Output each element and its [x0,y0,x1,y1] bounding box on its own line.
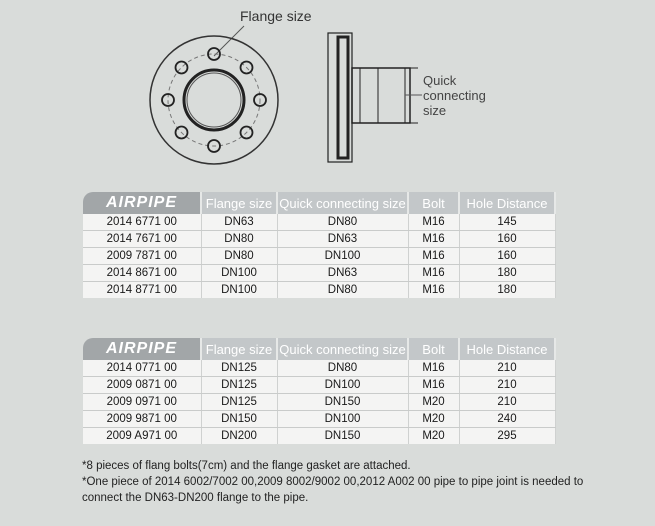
part-number-cell: 2009 A971 00 [83,428,201,445]
flange-size-cell: DN200 [201,428,277,445]
brand-header: AIRPIPE [83,338,201,360]
quick-label-line: Quick [423,73,457,88]
hole-distance-cell: 295 [459,428,555,445]
table-row [83,248,555,265]
footnote-bolts: *8 pieces of flang bolts(7cm) and the flange gasket are attached. [82,460,411,472]
flange-side-view [328,33,422,162]
table-row [83,265,555,282]
flange-size-label: Flange size [240,8,312,24]
bolt-cell: M20 [408,394,459,411]
table-row [83,428,555,445]
part-number-cell: 2009 0971 00 [83,394,201,411]
bolt-cell: M20 [408,411,459,428]
bolt-holes [162,48,266,152]
hole-distance-cell: 240 [459,411,555,428]
flange-size-cell: DN63 [201,214,277,231]
flange-size-header: Flange size [201,338,277,360]
hole-distance-cell: 180 [459,265,555,282]
quick-size-cell: DN63 [277,265,408,282]
table-row [83,377,555,394]
spec-table-1 [83,192,556,298]
footnote-joint-continued: connect the DN63-DN200 flange to the pipe. [82,492,309,504]
part-number-cell: 2014 7671 00 [83,231,201,248]
table-row [83,282,555,299]
hole-distance-cell: 160 [459,231,555,248]
bolt-cell: M16 [408,360,459,377]
flange-size-cell: DN100 [201,265,277,282]
flange-size-cell: DN80 [201,248,277,265]
part-number-cell: 2014 8771 00 [83,282,201,299]
quick-size-cell: DN80 [277,214,408,231]
flange-size-cell: DN80 [201,231,277,248]
quick-size-cell: DN80 [277,282,408,299]
quick-size-cell: DN100 [277,248,408,265]
quick-size-cell: DN150 [277,394,408,411]
quick-size-header: Quick connecting size [277,192,408,214]
quick-size-cell: DN80 [277,360,408,377]
bolt-cell: M16 [408,248,459,265]
table-row [83,214,555,231]
hole-distance-header: Hole Distance [459,338,555,360]
quick-size-header: Quick connecting size [277,338,408,360]
table-row [83,411,555,428]
bolt-cell: M20 [408,428,459,445]
hole-distance-cell: 145 [459,214,555,231]
hole-distance-cell: 160 [459,248,555,265]
flange-size-cell: DN100 [201,282,277,299]
bolt-cell: M16 [408,214,459,231]
hole-distance-cell: 210 [459,394,555,411]
table-row [83,394,555,411]
part-number-cell: 2014 6771 00 [83,214,201,231]
quick-size-cell: DN100 [277,411,408,428]
part-number-cell: 2014 8671 00 [83,265,201,282]
quick-size-cell: DN63 [277,231,408,248]
hole-distance-header: Hole Distance [459,192,555,214]
flange-diagram [0,0,655,180]
part-number-cell: 2009 0871 00 [83,377,201,394]
flange-front-view [150,36,278,164]
table-row [83,360,555,377]
bolt-header: Bolt [408,338,459,360]
quick-size-cell: DN100 [277,377,408,394]
quick-label-line: size [423,103,447,118]
hole-distance-cell: 210 [459,377,555,394]
hole-distance-cell: 210 [459,360,555,377]
quick-label-line: connecting [423,88,486,103]
bolt-header: Bolt [408,192,459,214]
footnotes [82,458,642,506]
table-row [83,231,555,248]
flange-size-cell: DN125 [201,360,277,377]
spec-table-2 [83,338,556,444]
quick-connecting-size-label [423,73,513,118]
flange-size-header: Flange size [201,192,277,214]
hole-distance-cell: 180 [459,282,555,299]
bolt-cell: M16 [408,265,459,282]
bolt-cell: M16 [408,377,459,394]
footnote-joint: *One piece of 2014 6002/7002 00,2009 8002/9002 00,2012 A002 00 pipe to pipe joint is needed to [82,476,584,488]
table-header-row [83,338,555,360]
quick-size-cell: DN150 [277,428,408,445]
part-number-cell: 2014 0771 00 [83,360,201,377]
brand-header: AIRPIPE [83,192,201,214]
table-header-row [83,192,555,214]
part-number-cell: 2009 9871 00 [83,411,201,428]
bolt-cell: M16 [408,282,459,299]
flange-size-cell: DN125 [201,394,277,411]
flange-size-cell: DN125 [201,377,277,394]
bolt-cell: M16 [408,231,459,248]
flange-size-cell: DN150 [201,411,277,428]
part-number-cell: 2009 7871 00 [83,248,201,265]
